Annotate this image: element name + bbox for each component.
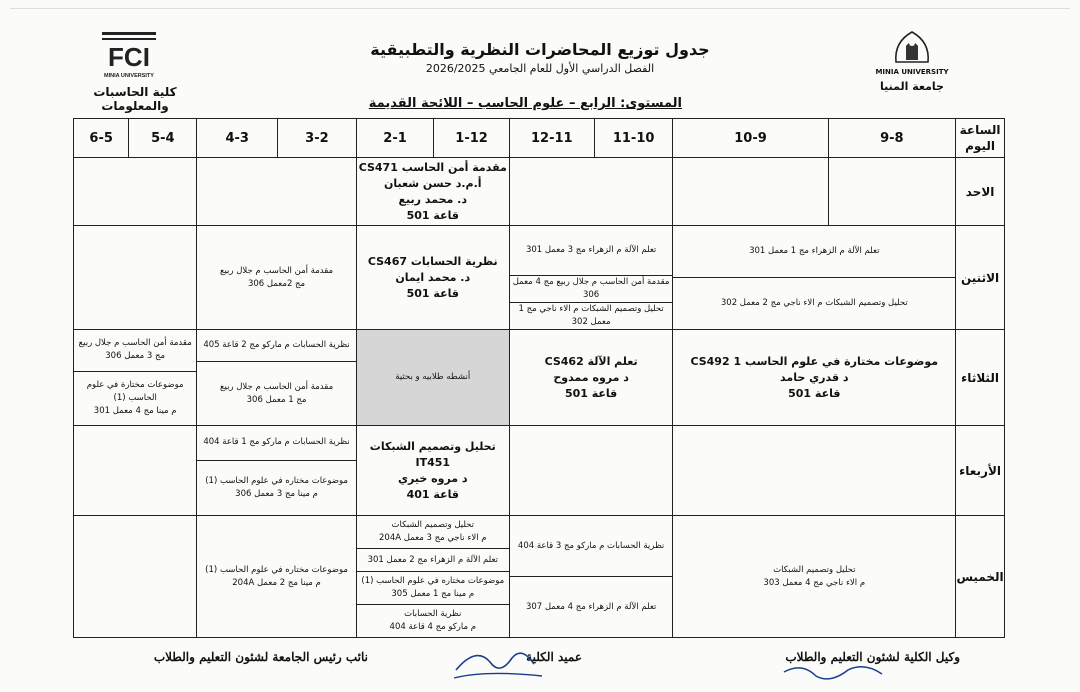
lecturer: د قدري حامد: [780, 370, 849, 384]
lab-group: م مينا مج 4 معمل 301: [93, 405, 177, 416]
course-title: نظرية الحسابات CS467: [367, 254, 498, 268]
lab-session: [357, 516, 509, 549]
empty-cell: [673, 158, 828, 226]
lab-cell: [673, 226, 956, 330]
lab-group: م مينا مج 2 معمل 204A: [232, 577, 321, 588]
hour-header: 10-9: [673, 119, 828, 158]
day-label: الاثنين: [956, 226, 1005, 330]
course-title: موضوعات مختارة في علوم الحاسب 1 CS492: [690, 354, 939, 368]
lab-session: تعلم الآلة م الزهراء مج 2 معمل 301: [357, 549, 509, 572]
lab-session-line: موضوعات مختاره في علوم الحاسب (1): [205, 564, 348, 575]
hour-header: 11-10: [594, 119, 673, 158]
signature-vice-president: نائب رئيس الجامعة لشئون التعليم والطلاب: [153, 650, 368, 664]
lab-session: تحليل وتصميم الشبكات م الاء ناجي مج 1 معمل 302: [518, 304, 664, 327]
empty-cell: [828, 158, 956, 226]
day-row-tuesday: [74, 330, 1005, 426]
day-label: الخميس: [956, 516, 1005, 638]
lab-session: نظرية الحسابات م ماركو مج 3 قاعة 404: [510, 516, 673, 577]
lab-cell: [197, 516, 356, 638]
lecture-cell: [356, 426, 509, 516]
corner-hour-label: الساعة: [959, 123, 1001, 137]
lab-session-line: موضوعات مختاره في علوم الحاسب (1): [361, 576, 505, 587]
lab-session: نظرية الحسابات م ماركو مج 1 قاعة 404: [197, 426, 355, 461]
lecturer: د. محمد ايمان: [395, 270, 471, 284]
university-seal: [884, 26, 940, 70]
lab-session-line: نظرية الحسابات: [404, 609, 462, 620]
lecture-cell: [356, 158, 509, 226]
lab-session: تعلم الآلة م الزهراء مج 1 معمل 301: [673, 226, 955, 278]
fci-logo-text: FCI: [108, 42, 150, 72]
lab-group: مج 3 معمل 306: [105, 351, 166, 362]
lab-session-line: موضوعات مختاره في علوم الحاسب (1): [205, 475, 348, 486]
lab-session: [74, 330, 196, 372]
lab-cell: [509, 516, 673, 638]
lab-session: [357, 605, 509, 637]
fci-logo-sub: MINIA UNIVERSITY: [104, 73, 154, 79]
lab-session-line: مقدمة أمن الحاسب م جلال ربيع: [78, 338, 192, 349]
empty-cell: [673, 426, 956, 516]
handwritten-signature: [778, 658, 888, 688]
top-edge: [10, 8, 1070, 9]
lecture-cell: [509, 330, 673, 426]
hour-header: 6-5: [74, 119, 129, 158]
empty-cell: [197, 158, 356, 226]
day-row-sunday: [74, 158, 1005, 226]
lab-session: نظرية الحسابات م ماركو مج 2 قاعة 405: [197, 330, 355, 362]
lab-group: م مينا مج 3 معمل 306: [235, 488, 318, 499]
course-title: تحليل وتصميم الشبكات IT451: [369, 439, 496, 469]
level-line: المستوى: الرابع – علوم الحاسب – اللائحة القديمة: [368, 96, 682, 111]
empty-cell: [74, 516, 197, 638]
corner-cell: [956, 119, 1005, 158]
lab-session: [197, 461, 355, 515]
room: قاعة 401: [406, 487, 459, 501]
university-name-ar: جامعة المنيا: [880, 80, 944, 93]
day-row-thursday: [74, 516, 1005, 638]
course-title: مقدمة أمن الحاسب CS471: [358, 160, 507, 174]
lab-session: [357, 572, 509, 605]
lab-cell: [356, 516, 509, 638]
lab-cell: [197, 426, 356, 516]
lab-session-line: الحاسب (1): [113, 392, 157, 403]
signature-dean: عميد الكلية: [526, 650, 582, 664]
hour-header: 5-4: [129, 119, 197, 158]
lab-group: م ماركو مج 4 قاعة 404: [389, 622, 476, 633]
lecturer: أ.م.د حسن شعبان: [383, 176, 482, 190]
day-label: الاحد: [956, 158, 1005, 226]
lab-session-line: تحليل وتصميم الشبكات: [391, 519, 474, 530]
lab-cell: [673, 516, 956, 638]
lecture-cell: [356, 226, 509, 330]
semester-line: الفصل الدراسي الأول للعام الجامعي 2026/2025: [425, 62, 655, 75]
university-name-en: MINIA UNIVERSITY: [875, 68, 949, 76]
empty-cell: [74, 226, 197, 330]
faculty-name: كلية الحاسبات والمعلومات: [93, 85, 177, 113]
hour-header: 1-12: [434, 119, 509, 158]
lab-session-line: موضوعات مختارة في علوم: [86, 379, 184, 390]
lab-session: مقدمة أمن الحاسب م جلال ربيع: [219, 265, 334, 276]
lab-session: [74, 372, 196, 425]
day-label: الثلاثاء: [956, 330, 1005, 426]
lab-cell: [74, 330, 197, 426]
lab-session-line: مقدمة أمن الحاسب م جلال ربيع: [219, 381, 334, 392]
signature-vice-dean: وكيل الكلية لشئون التعليم والطلاب: [785, 650, 960, 664]
empty-cell: [509, 426, 673, 516]
fci-logo: [98, 30, 160, 80]
lab-session: [197, 362, 355, 425]
hour-header: 12-11: [509, 119, 594, 158]
empty-cell: [74, 426, 197, 516]
lab-session-line: تحليل وتصميم الشبكات: [773, 564, 856, 575]
lab-session: تعلم الآلة م الزهراء مج 3 معمل 301: [510, 226, 673, 276]
schedule-title: جدول توزيع المحاضرات النظرية والتطبيقية: [370, 40, 710, 59]
hour-header: 3-2: [278, 119, 357, 158]
hours-row: [74, 119, 1005, 158]
lecturer: د. محمد ربيع: [398, 192, 467, 206]
room: قاعة 501: [788, 386, 841, 400]
lab-group: مج 1 معمل 306: [246, 394, 307, 405]
room: قاعة 501: [564, 386, 618, 400]
hour-header: 2-1: [356, 119, 434, 158]
lab-group: مج 2معمل 306: [247, 278, 306, 289]
hour-header: 9-8: [828, 119, 956, 158]
empty-cell: [509, 158, 673, 226]
lab-session: مقدمة أمن الحاسب م جلال ربيع مج 4 معمل 306: [510, 276, 673, 303]
lab-cell: [197, 330, 356, 426]
lab-group: م الاء ناجي مج 3 معمل 204A: [379, 532, 487, 543]
lecturer: د مروه خيري: [397, 471, 468, 485]
lab-session: تعلم الآلة م الزهراء مج 4 معمل 307: [525, 601, 657, 612]
hour-header: 4-3: [197, 119, 278, 158]
day-row-wednesday: [74, 426, 1005, 516]
day-row-monday: [74, 226, 1005, 330]
corner-day-label: اليوم: [965, 139, 995, 153]
room: قاعة 501: [406, 286, 459, 300]
handwritten-signature: [446, 640, 546, 686]
activities-cell: أنشطه طلابيه و بحثية: [356, 330, 509, 426]
lecturer: د مروه ممدوح: [553, 370, 629, 384]
schedule-table: [73, 118, 1005, 638]
lecture-cell: [673, 330, 956, 426]
lab-cell: [509, 226, 673, 330]
room: قاعة 501: [406, 208, 459, 222]
day-label: الأربعاء: [956, 426, 1005, 516]
lab-cell: [197, 226, 356, 330]
lab-group: م مينا مج 1 معمل 305: [391, 589, 475, 600]
lab-session: تحليل وتصميم الشبكات م الاء ناجي مج 2 معمل 302: [720, 298, 908, 308]
course-title: تعلم الآلة CS462: [544, 354, 638, 368]
lab-group: م الاء ناجي مج 4 معمل 303: [763, 577, 866, 588]
empty-cell: [74, 158, 197, 226]
